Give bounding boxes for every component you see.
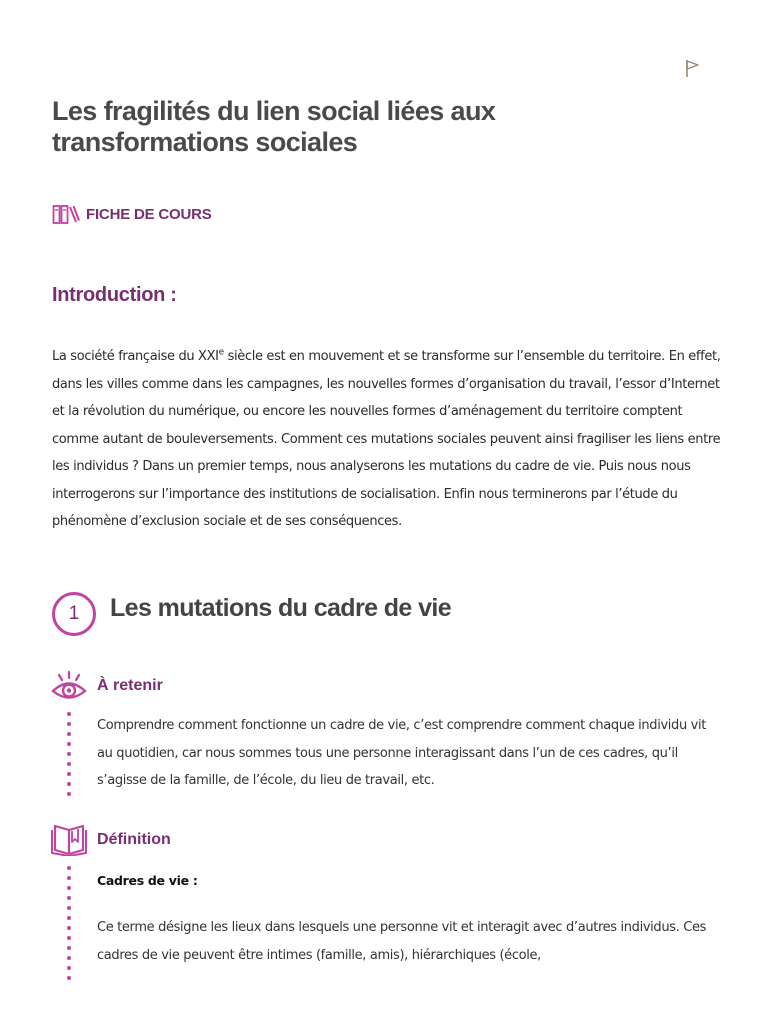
section-number-badge: 1 xyxy=(52,592,96,636)
fiche-de-cours-badge xyxy=(52,203,212,225)
retenir-dotted-line xyxy=(66,712,72,802)
page-title: Les fragilités du lien social liées aux transformations sociales xyxy=(52,96,496,157)
books-icon xyxy=(52,203,80,225)
eye-icon xyxy=(50,670,88,704)
introduction-heading: Introduction : xyxy=(52,284,177,306)
retenir-text: Comprendre comment fonctionne un cadre de vie, c’est comprendre comment chaque individu vit au quotidien, car nous sommes tous une personne interagissant dans l’un de ces cadres, qu’il s’agisse de la famille, de l’école, du lieu de travail, etc. xyxy=(97,718,706,788)
introduction-text: La société française du XXIe siècle est en mouvement et se transforme sur l’ensemble du territoire. En effet, dans les villes comme dans les campagnes, les nouvelles formes d’organisation du travail, l’essor d’Internet et la révolution du numérique, ou encore les nouvelles formes d’aménagement du territoire comptent comme autant de bouleversements. Comment ces mutations sociales peuvent ainsi fragiliser les liens entre les individus ? Dans un premier temps, nous analyserons les mutations du cadre de vie. Puis nous nous interrogerons sur l’importance des institutions de socialisation. Enfin nous terminerons par l’étude du phénomène d’exclusion sociale et de ses conséquences. xyxy=(52,347,721,529)
definition-label: Définition xyxy=(97,831,171,848)
fiche-label: FICHE DE COURS xyxy=(86,205,212,223)
definition-dotted-line xyxy=(66,866,72,986)
section-title: Les mutations du cadre de vie xyxy=(110,594,452,622)
retenir-label: À retenir xyxy=(97,677,163,694)
open-book-icon xyxy=(50,822,88,856)
definition-text: Ce terme désigne les lieux dans lesquels une personne vit et interagit avec d’autres individus. Ces cadres de vie peuvent être intimes (famille, amis), hiérarchiques (école, xyxy=(97,920,707,963)
definition-term: Cadres de vie : xyxy=(97,873,198,888)
flag-icon[interactable] xyxy=(684,58,702,78)
